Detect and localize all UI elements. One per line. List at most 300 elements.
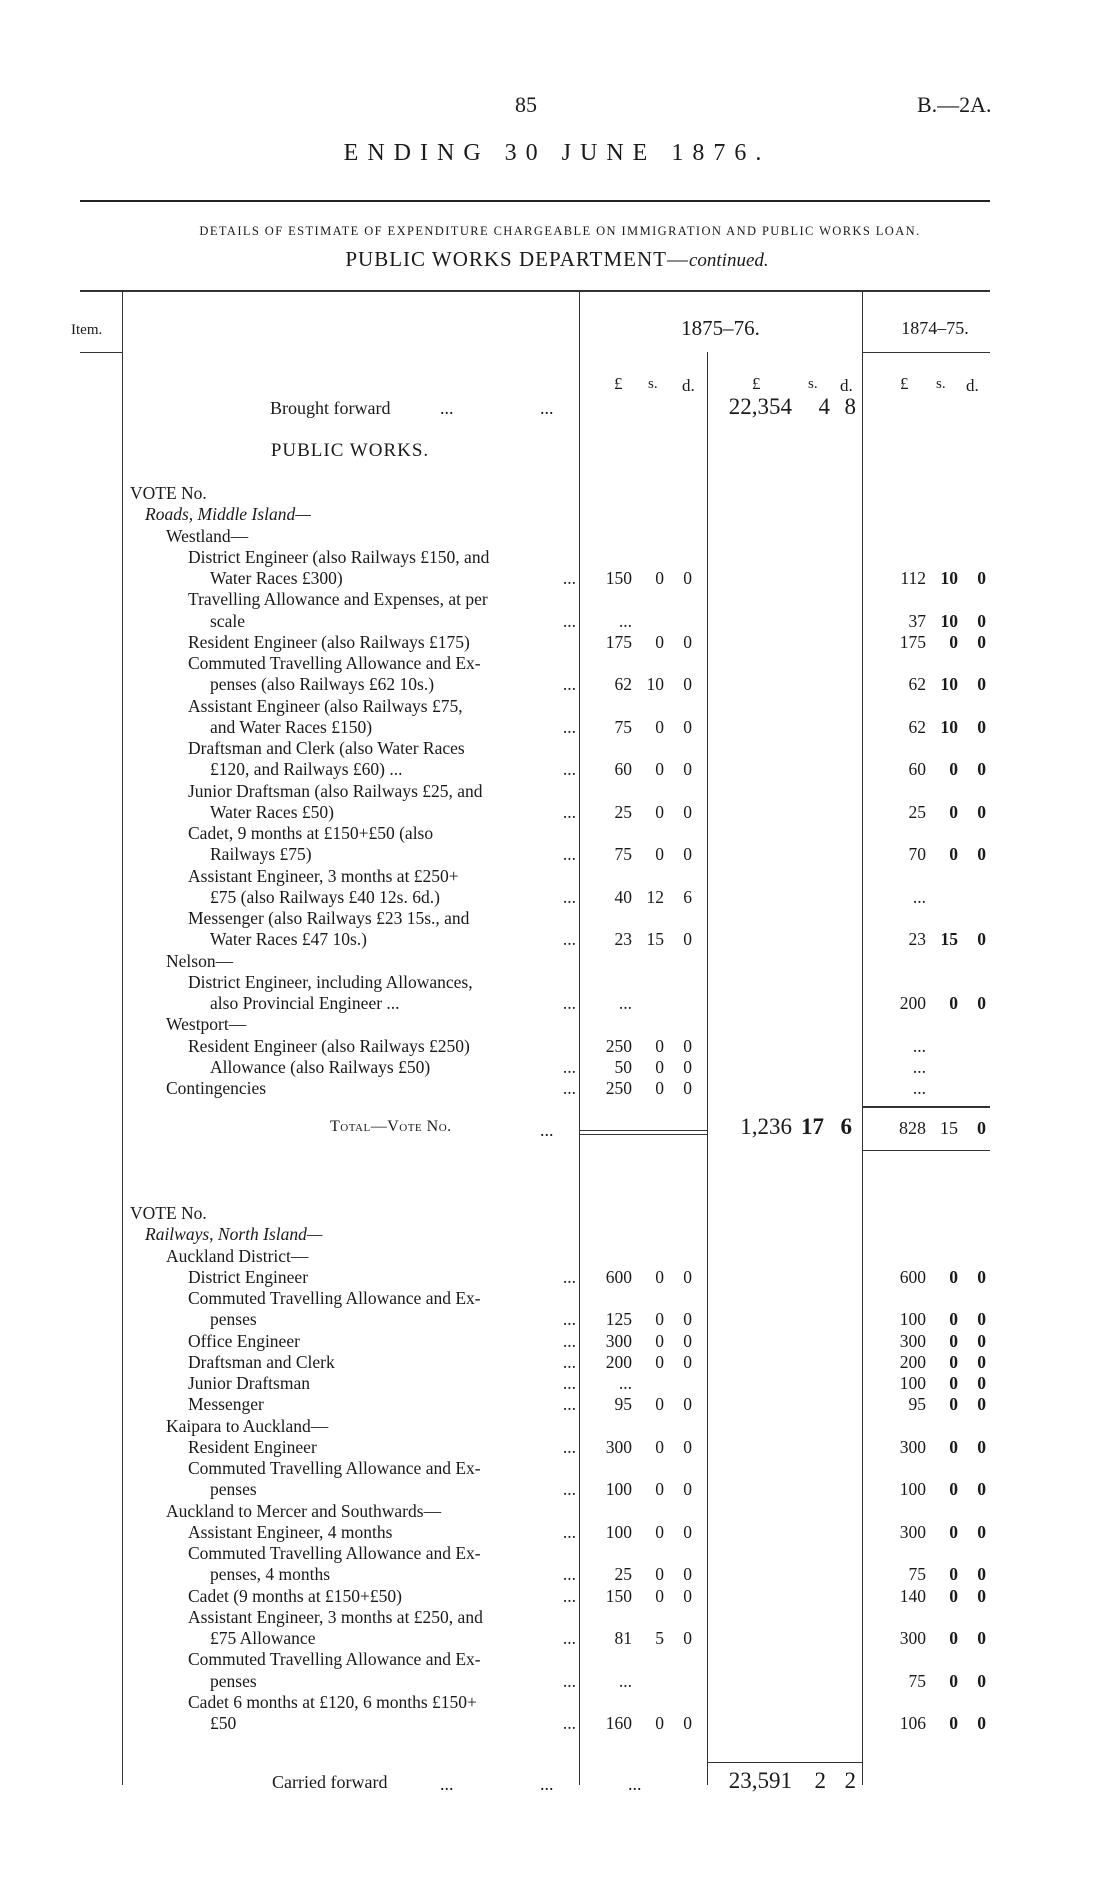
- row-description: District Engineer: [188, 1266, 309, 1287]
- row-description: Resident Engineer: [188, 1436, 317, 1457]
- cur-penny-header: d.: [682, 376, 695, 395]
- prev-pence: 0: [977, 1564, 986, 1585]
- table-row: [0, 1203, 1114, 1224]
- cur-shillings: 0: [655, 844, 664, 865]
- cur-shillings: 12: [646, 886, 664, 907]
- table-row: [0, 1649, 1114, 1670]
- prev-pence: 0: [977, 929, 986, 950]
- row-leader-dots: ...: [562, 568, 576, 588]
- cur-shillings: 0: [655, 1521, 664, 1542]
- department-name: PUBLIC WORKS DEPARTMENT—: [345, 247, 689, 271]
- row-description: Water Races £50): [210, 801, 334, 822]
- prev-shillings: 0: [949, 1309, 958, 1330]
- cur-pence: 0: [683, 1309, 692, 1330]
- row-leader-dots: ...: [562, 716, 576, 737]
- cur-shillings: 0: [655, 1056, 664, 1077]
- table-row: [0, 696, 1114, 717]
- cur-pence: 0: [683, 631, 692, 652]
- row-description: Westland—: [166, 525, 249, 546]
- row-description: Draftsman and Clerk: [188, 1351, 335, 1372]
- cur-shillings: 0: [655, 759, 664, 780]
- header-rule: [80, 200, 990, 202]
- prev-pounds: 75: [908, 1564, 926, 1585]
- cur-pounds: 25: [614, 801, 632, 822]
- prev-pence: 0: [977, 759, 986, 780]
- prev-pounds: ...: [912, 886, 926, 907]
- cur-shillings: 10: [646, 674, 664, 695]
- cur-pence: 0: [683, 568, 692, 588]
- cur-pounds: 81: [614, 1628, 632, 1648]
- cur-pounds: 600: [605, 1266, 632, 1287]
- cur-shilling-header: s.: [648, 376, 658, 392]
- cur-shillings: 15: [646, 929, 664, 950]
- vote-total-rule-top: [579, 1130, 707, 1131]
- cur-pounds: 23: [614, 929, 632, 950]
- row-leader-dots: ...: [562, 1436, 576, 1457]
- prev-pounds: 37: [908, 610, 926, 631]
- prev-pounds: 200: [899, 1351, 926, 1372]
- table-row: [0, 1692, 1114, 1713]
- cur-shillings: 5: [655, 1628, 664, 1648]
- carried-forward-label: Carried forward: [272, 1772, 388, 1792]
- brought-forward-pence: 8: [844, 394, 856, 419]
- page-number: 85: [515, 92, 537, 117]
- row-description: also Provincial Engineer ...: [210, 993, 400, 1013]
- row-description: Resident Engineer (also Railways £175): [188, 631, 470, 652]
- row-leader-dots: ...: [562, 993, 576, 1013]
- row-description: Kaipara to Auckland—: [166, 1415, 329, 1436]
- prev-shillings: 0: [949, 1330, 958, 1351]
- prev-shillings: 0: [949, 1628, 958, 1648]
- prev-pounds: ...: [912, 1035, 926, 1056]
- prev-pounds: 100: [899, 1479, 926, 1500]
- row-description: Travelling Allowance and Expenses, at per: [188, 589, 488, 610]
- prev-shillings: 10: [940, 568, 958, 588]
- prev-pence: 0: [977, 1309, 986, 1330]
- prev-shillings: 15: [940, 929, 958, 950]
- cur-pounds: 125: [605, 1309, 632, 1330]
- cur-pounds: 150: [605, 1585, 632, 1606]
- cur-pence: 0: [683, 1351, 692, 1372]
- table-row: [0, 1458, 1114, 1479]
- row-description: Cadet 6 months at £120, 6 months £150+: [188, 1691, 477, 1712]
- cur-shillings: 0: [655, 1585, 664, 1606]
- cur-shillings: 0: [655, 1266, 664, 1287]
- prev-pence: 0: [977, 1436, 986, 1457]
- table-row: [0, 1267, 1114, 1288]
- row-leader-dots: ...: [562, 1585, 576, 1606]
- prev-pence: 0: [977, 1521, 986, 1542]
- table-row: [0, 1078, 1114, 1099]
- row-description: Water Races £300): [210, 568, 343, 588]
- table-row: [0, 1479, 1114, 1500]
- table-row: [0, 908, 1114, 929]
- page-title: ENDING 30 JUNE 1876.: [343, 140, 771, 166]
- table-row: [0, 1373, 1114, 1394]
- prev-total-pounds: 828: [899, 1118, 926, 1138]
- cur-shillings: 0: [655, 1436, 664, 1457]
- table-row: [0, 1309, 1114, 1330]
- prev-shillings: 0: [949, 1266, 958, 1287]
- cur-pounds: 50: [614, 1056, 632, 1077]
- prev-pence: 0: [977, 674, 986, 695]
- table-row: [0, 1713, 1114, 1734]
- sub-shilling-header: s.: [808, 376, 818, 392]
- row-leader-dots: ...: [562, 801, 576, 822]
- prev-pence: 0: [977, 1373, 986, 1393]
- cur-pounds: 250: [605, 1078, 632, 1098]
- brought-forward-shillings: 4: [818, 394, 830, 419]
- sub-penny-header: d.: [840, 376, 853, 395]
- table-row: [0, 866, 1114, 887]
- brought-forward-pounds: 22,354: [728, 394, 792, 419]
- prev-pounds: ...: [912, 1078, 926, 1098]
- table-row: [0, 1352, 1114, 1373]
- prev-pounds: 70: [908, 844, 926, 865]
- row-description: penses: [210, 1309, 257, 1330]
- cur-pence: 0: [683, 1521, 692, 1542]
- table-row: [0, 611, 1114, 632]
- carried-forward-dots: ...: [440, 1774, 454, 1794]
- row-description: District Engineer (also Railways £150, and: [188, 546, 490, 567]
- table-row: [0, 1331, 1114, 1352]
- cur-pence: 0: [683, 716, 692, 737]
- prev-shillings: 0: [949, 1670, 958, 1691]
- prev-pounds: 25: [908, 801, 926, 822]
- prev-pence: 0: [977, 568, 986, 588]
- prev-shillings: 0: [949, 1436, 958, 1457]
- row-leader-dots: ...: [562, 1394, 576, 1415]
- table-row: [0, 632, 1114, 653]
- cur-pounds: ...: [618, 1373, 632, 1393]
- brought-forward-label: Brought forward: [270, 398, 391, 418]
- prev-pence: 0: [977, 1628, 986, 1648]
- prev-pounds: 300: [899, 1628, 926, 1648]
- row-description: Contingencies: [166, 1078, 267, 1098]
- cur-pounds: 160: [605, 1713, 632, 1733]
- prev-penny-header: d.: [966, 376, 979, 395]
- table-row: [0, 951, 1114, 972]
- cur-pence: 0: [683, 1479, 692, 1500]
- row-description: District Engineer, including Allowances,: [188, 971, 473, 992]
- vote-total-pounds: 1,236: [740, 1114, 792, 1139]
- row-leader-dots: ...: [562, 1628, 576, 1648]
- row-description: Auckland to Mercer and Southwards—: [166, 1500, 442, 1521]
- cur-shillings: 0: [655, 1394, 664, 1415]
- prev-pounds: 60: [908, 759, 926, 780]
- prev-pence: 0: [977, 1351, 986, 1372]
- prev-total-rule: [862, 1106, 990, 1108]
- table-row: [0, 823, 1114, 844]
- vote-total-pence: 6: [840, 1114, 852, 1139]
- cur-pounds: 100: [605, 1479, 632, 1500]
- prev-pounds: 75: [908, 1670, 926, 1691]
- cur-pence: 0: [683, 1436, 692, 1457]
- prev-pounds: 300: [899, 1521, 926, 1542]
- row-description: £120, and Railways £60) ...: [210, 759, 403, 780]
- cur-pence: 6: [683, 886, 692, 907]
- row-description: Commuted Travelling Allowance and Ex-: [188, 653, 481, 673]
- row-leader-dots: ...: [562, 1351, 576, 1372]
- row-description: Nelson—: [166, 950, 234, 971]
- cur-shillings: 0: [655, 1078, 664, 1098]
- prev-shillings: 0: [949, 759, 958, 780]
- prev-pence: 0: [977, 1394, 986, 1415]
- cur-pounds: 100: [605, 1521, 632, 1542]
- cur-pounds: 25: [614, 1564, 632, 1585]
- prev-pounds: 62: [908, 674, 926, 695]
- row-leader-dots: ...: [562, 610, 576, 631]
- row-description: Office Engineer: [188, 1330, 300, 1351]
- table-row: [0, 802, 1114, 823]
- table-row: [0, 526, 1114, 547]
- table-row: [0, 738, 1114, 759]
- table-row: [0, 674, 1114, 695]
- cur-shillings: 0: [655, 1564, 664, 1585]
- cur-pounds: 300: [605, 1436, 632, 1457]
- row-leader-dots: ...: [562, 1078, 576, 1098]
- prev-pence: 0: [977, 1330, 986, 1351]
- prev-pence: 0: [977, 844, 986, 865]
- prev-pounds: 23: [908, 929, 926, 950]
- cur-pence: 0: [683, 759, 692, 780]
- prev-pounds: ...: [912, 1056, 926, 1077]
- table-row: [0, 1224, 1114, 1245]
- prev-pounds: 100: [899, 1373, 926, 1393]
- carried-forward-pounds: 23,591: [728, 1768, 792, 1793]
- cur-shillings: 0: [655, 1713, 664, 1733]
- table-row: [0, 483, 1114, 504]
- row-description: Commuted Travelling Allowance and Ex-: [188, 1543, 481, 1563]
- table-row: [0, 1014, 1114, 1035]
- prev-shillings: 0: [949, 1585, 958, 1606]
- table-row: [0, 1522, 1114, 1543]
- item-column-rule: [80, 352, 122, 353]
- cur-pounds: 75: [614, 844, 632, 865]
- cur-pounds: ...: [618, 993, 632, 1013]
- prev-pounds: 175: [899, 631, 926, 652]
- vote-total-dots: ...: [540, 1120, 554, 1140]
- prev-shillings: 10: [940, 610, 958, 631]
- sub-pound-header: £: [752, 374, 761, 393]
- row-leader-dots: ...: [562, 844, 576, 865]
- cur-pounds: 40: [614, 886, 632, 907]
- cur-shillings: 0: [655, 631, 664, 652]
- row-leader-dots: ...: [562, 1056, 576, 1077]
- cur-pounds: 200: [605, 1351, 632, 1372]
- row-description: £75 Allowance: [210, 1628, 316, 1648]
- prev-pence: 0: [977, 801, 986, 822]
- table-row: [0, 1394, 1114, 1415]
- row-description: Commuted Travelling Allowance and Ex-: [188, 1288, 481, 1308]
- row-description: Assistant Engineer, 4 months: [188, 1521, 393, 1542]
- prev-pence: 0: [977, 716, 986, 737]
- cur-pounds: 300: [605, 1330, 632, 1351]
- cur-pence: 0: [683, 844, 692, 865]
- cur-pound-header: £: [614, 374, 623, 393]
- row-description: VOTE No.: [130, 1203, 207, 1223]
- table-row: [0, 844, 1114, 865]
- row-description: Resident Engineer (also Railways £250): [188, 1035, 470, 1056]
- cur-shillings: 0: [655, 1479, 664, 1500]
- prev-pence: 0: [977, 610, 986, 631]
- department-heading: [0, 247, 1114, 272]
- row-description: Assistant Engineer, 3 months at £250, and: [188, 1606, 483, 1627]
- row-description: penses: [210, 1479, 257, 1500]
- row-description: Messenger (also Railways £23 15s., and: [188, 908, 470, 928]
- row-description: Allowance (also Railways £50): [210, 1056, 431, 1077]
- cur-pounds: ...: [618, 610, 632, 631]
- prev-shillings: 0: [949, 1394, 958, 1415]
- current-year-header: 1875–76.: [681, 316, 760, 340]
- cur-pence: 0: [683, 1330, 692, 1351]
- prev-pence: 0: [977, 1670, 986, 1691]
- row-description: Commuted Travelling Allowance and Ex-: [188, 1458, 481, 1478]
- row-leader-dots: ...: [562, 1564, 576, 1585]
- cur-pounds: 95: [614, 1394, 632, 1415]
- cur-pounds: 62: [614, 674, 632, 695]
- row-description: Cadet, 9 months at £150+£50 (also: [188, 823, 434, 843]
- prev-shillings: 0: [949, 1373, 958, 1393]
- row-description: £50: [210, 1713, 237, 1733]
- row-description: Messenger: [188, 1394, 264, 1415]
- prev-pounds: 106: [899, 1713, 926, 1733]
- cur-pence: 0: [683, 1394, 692, 1415]
- prev-shillings: 0: [949, 993, 958, 1013]
- cur-shillings: 0: [655, 1330, 664, 1351]
- table-row: [0, 1437, 1114, 1458]
- table-row: [0, 589, 1114, 610]
- cur-pounds: 175: [605, 631, 632, 652]
- prev-pence: 0: [977, 1713, 986, 1733]
- table-row: [0, 887, 1114, 908]
- prev-shillings: 10: [940, 674, 958, 695]
- row-leader-dots: ...: [562, 929, 576, 950]
- table-row: [0, 1246, 1114, 1267]
- table-row: [0, 717, 1114, 738]
- carried-forward-pence: 2: [844, 1768, 856, 1793]
- prev-pence: 0: [977, 993, 986, 1013]
- cur-pence: 0: [683, 929, 692, 950]
- cur-pence: 0: [683, 1585, 692, 1606]
- prev-shillings: 0: [949, 1713, 958, 1733]
- prev-shillings: 0: [949, 631, 958, 652]
- row-description: Auckland District—: [166, 1245, 309, 1266]
- cur-shillings: 0: [655, 801, 664, 822]
- table-row: [0, 653, 1114, 674]
- row-description: Draftsman and Clerk (also Water Races: [188, 738, 465, 758]
- cur-shillings: 0: [655, 568, 664, 588]
- table-row: [0, 1543, 1114, 1564]
- prev-pounds: 112: [900, 568, 926, 588]
- brought-forward-dots-2: ...: [540, 398, 554, 418]
- row-leader-dots: ...: [562, 886, 576, 907]
- prev-pence: 0: [977, 631, 986, 652]
- prev-pounds: 200: [899, 993, 926, 1013]
- cur-pence: 0: [683, 674, 692, 695]
- cur-pence: 0: [683, 1713, 692, 1733]
- prev-pence: 0: [977, 1266, 986, 1287]
- prev-pence: 0: [977, 1585, 986, 1606]
- prev-pounds: 300: [899, 1330, 926, 1351]
- carried-forward-rule: [708, 1762, 862, 1763]
- table-row: [0, 929, 1114, 950]
- table-top-rule: [80, 290, 990, 292]
- table-row: [0, 781, 1114, 802]
- row-description: Water Races £47 10s.): [210, 929, 368, 950]
- prev-shilling-header: s.: [936, 376, 946, 392]
- row-description: Junior Draftsman (also Railways £25, and: [188, 780, 483, 801]
- row-leader-dots: ...: [562, 1266, 576, 1287]
- row-description: Commuted Travelling Allowance and Ex-: [188, 1649, 481, 1670]
- carried-forward-shillings: 2: [814, 1768, 826, 1793]
- table-row: [0, 1057, 1114, 1078]
- row-description: Westport—: [166, 1014, 247, 1035]
- cur-pounds: 75: [614, 716, 632, 737]
- row-description: and Water Races £150): [210, 716, 373, 737]
- row-leader-dots: ...: [562, 674, 576, 695]
- cur-pence: 0: [683, 1628, 692, 1648]
- row-description: Railways, North Island—: [145, 1224, 323, 1245]
- item-column-header: Item.: [71, 322, 103, 338]
- table-row: [0, 972, 1114, 993]
- prev-pound-header: £: [900, 374, 909, 393]
- table-row: [0, 1564, 1114, 1585]
- prev-shillings: 0: [949, 1521, 958, 1542]
- row-leader-dots: ...: [562, 1309, 576, 1330]
- cur-pounds: 150: [605, 568, 632, 588]
- prev-shillings: 0: [949, 1564, 958, 1585]
- prev-shillings: 0: [949, 801, 958, 822]
- prev-pounds: 600: [899, 1266, 926, 1287]
- row-description: Railways £75): [210, 844, 312, 865]
- document-reference: B.—2A.: [917, 92, 992, 117]
- table-row: [0, 993, 1114, 1014]
- table-row: [0, 1671, 1114, 1692]
- brought-forward-dots: ...: [440, 398, 454, 418]
- cur-shillings: 0: [655, 716, 664, 737]
- row-description: Junior Draftsman: [188, 1373, 310, 1393]
- row-leader-dots: ...: [562, 1330, 576, 1351]
- table-row: [0, 1416, 1114, 1437]
- cur-pounds: ...: [618, 1670, 632, 1691]
- row-description: VOTE No.: [130, 483, 207, 503]
- cur-pounds: 250: [605, 1035, 632, 1056]
- prev-shillings: 0: [949, 1351, 958, 1372]
- table-row: [0, 1607, 1114, 1628]
- table-row: [0, 1628, 1114, 1649]
- table-row: [0, 504, 1114, 525]
- vote-total-shillings: 17: [801, 1114, 824, 1139]
- prev-pounds: 62: [908, 716, 926, 737]
- table-row: [0, 568, 1114, 589]
- prev-pounds: 95: [908, 1394, 926, 1415]
- cur-pence: 0: [683, 1078, 692, 1098]
- section-title: PUBLIC WORKS.: [270, 440, 430, 461]
- prev-year-rule: [862, 352, 990, 353]
- row-description: Assistant Engineer, 3 months at £250+: [188, 865, 459, 886]
- row-description: Cadet (9 months at £150+£50): [188, 1585, 403, 1606]
- row-leader-dots: ...: [562, 1713, 576, 1733]
- row-leader-dots: ...: [562, 1521, 576, 1542]
- row-leader-dots: ...: [562, 1670, 576, 1691]
- cur-shillings: 0: [655, 1309, 664, 1330]
- prev-pence: 0: [977, 1479, 986, 1500]
- cur-pence: 0: [683, 1266, 692, 1287]
- department-suffix: continued.: [688, 250, 769, 271]
- row-description: £75 (also Railways £40 12s. 6d.): [210, 886, 440, 907]
- prev-total-pence: 0: [977, 1118, 986, 1138]
